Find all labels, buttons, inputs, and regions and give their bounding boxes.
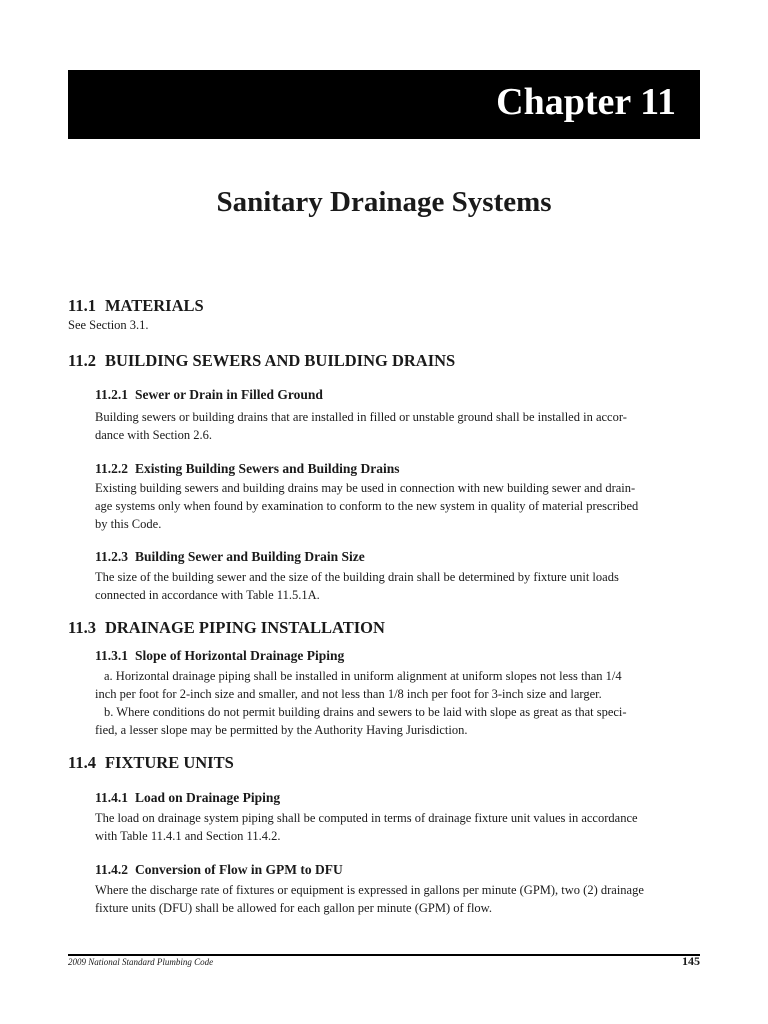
chapter-banner [68, 70, 700, 139]
section-heading [68, 351, 700, 371]
body-line: a. Horizontal drainage piping shall be installed in uniform alignment at uniform slopes not less than 1/4 [104, 669, 622, 683]
section-title: FIXTURE UNITS [104, 753, 234, 772]
page-number: 145 [682, 954, 700, 968]
subsection-title: Slope of Horizontal Drainage Piping [135, 648, 345, 663]
footer-rule [68, 954, 700, 956]
section-11-4 [68, 753, 700, 917]
subsection-title: Existing Building Sewers and Building Drains [135, 461, 400, 476]
subsection-heading [95, 459, 700, 478]
section-number: 11.4 [68, 753, 96, 772]
subsection-number: 11.4.2 [95, 862, 129, 877]
section-body: See Section 3.1. [68, 318, 149, 332]
subsection-heading [95, 788, 700, 807]
subsection-11-2-1 [68, 385, 700, 444]
subsection-body [95, 881, 700, 917]
body-line: The load on drainage system piping shall be computed in terms of drainage fixture unit values in accordance [95, 811, 638, 825]
body-line: with Table 11.4.1 and Section 11.4.2. [95, 829, 281, 843]
section-number: 11.1 [68, 296, 96, 315]
body-line: Existing building sewers and building drains may be used in connection with new building sewer and drain- [95, 481, 636, 495]
subsection-heading [95, 646, 700, 665]
subsection-heading [95, 860, 700, 879]
subsection-heading [95, 547, 700, 566]
section-number: 11.2 [68, 351, 96, 370]
body-line: fied, a lesser slope may be permitted by the Authority Having Jurisdiction. [95, 723, 468, 737]
body-line: Building sewers or building drains that are installed in filled or unstable ground shall be installed in accor- [95, 410, 627, 424]
document-content [68, 296, 700, 917]
subsection-11-3-1 [68, 646, 700, 739]
subsection-number: 11.2.3 [95, 549, 129, 564]
subsection-body [95, 408, 700, 444]
section-heading [68, 618, 700, 638]
subsection-number: 11.2.1 [95, 387, 129, 402]
section-title: DRAINAGE PIPING INSTALLATION [104, 618, 385, 637]
subsection-body [95, 568, 700, 604]
body-line: age systems only when found by examination to conform to the new system in quality of material prescribed [95, 499, 639, 513]
subsection-11-4-1 [68, 788, 700, 845]
chapter-title: Chapter 11 [496, 81, 676, 123]
body-line: b. Where conditions do not permit building drains and sewers to be laid with slope as great as that speci- [104, 705, 627, 719]
section-title: BUILDING SEWERS AND BUILDING DRAINS [104, 351, 456, 370]
subsection-number: 11.3.1 [95, 648, 129, 663]
subsection-number: 11.2.2 [95, 461, 129, 476]
section-11-2 [68, 351, 700, 604]
body-line: fixture units (DFU) shall be allowed for each gallon per minute (GPM) of flow. [95, 901, 493, 915]
subsection-body [95, 479, 700, 533]
subsection-title: Building Sewer and Building Drain Size [135, 549, 365, 564]
subsection-number: 11.4.1 [95, 790, 129, 805]
body-line: by this Code. [95, 517, 162, 531]
body-line: connected in accordance with Table 11.5.1A. [95, 588, 320, 602]
subsection-body [95, 809, 700, 845]
body-line: Where the discharge rate of fixtures or equipment is expressed in gallons per minute (GPM), two (2) drainage [95, 883, 644, 897]
subsection-title: Sewer or Drain in Filled Ground [135, 387, 323, 402]
section-heading [68, 753, 700, 773]
footer-source: 2009 National Standard Plumbing Code [68, 957, 214, 967]
document-title: Sanitary Drainage Systems [216, 186, 552, 218]
section-number: 11.3 [68, 618, 96, 637]
section-heading [68, 296, 700, 316]
section-title: MATERIALS [104, 296, 204, 315]
body-line: dance with Section 2.6. [95, 428, 212, 442]
subsection-11-2-2 [68, 459, 700, 533]
body-line: The size of the building sewer and the size of the building drain shall be determined by fixture unit loads [95, 570, 619, 584]
body-line: inch per foot for 2-inch size and smaller, and not less than 1/8 inch per foot for 3-inch size and larger. [95, 687, 602, 701]
subsection-title: Conversion of Flow in GPM to DFU [135, 862, 343, 877]
section-11-3 [68, 618, 700, 739]
subsection-title: Load on Drainage Piping [135, 790, 281, 805]
subsection-body [95, 667, 700, 739]
subsection-11-4-2 [68, 860, 700, 917]
subsection-11-2-3 [68, 547, 700, 604]
section-11-1 [68, 296, 700, 334]
subsection-heading [95, 385, 700, 404]
